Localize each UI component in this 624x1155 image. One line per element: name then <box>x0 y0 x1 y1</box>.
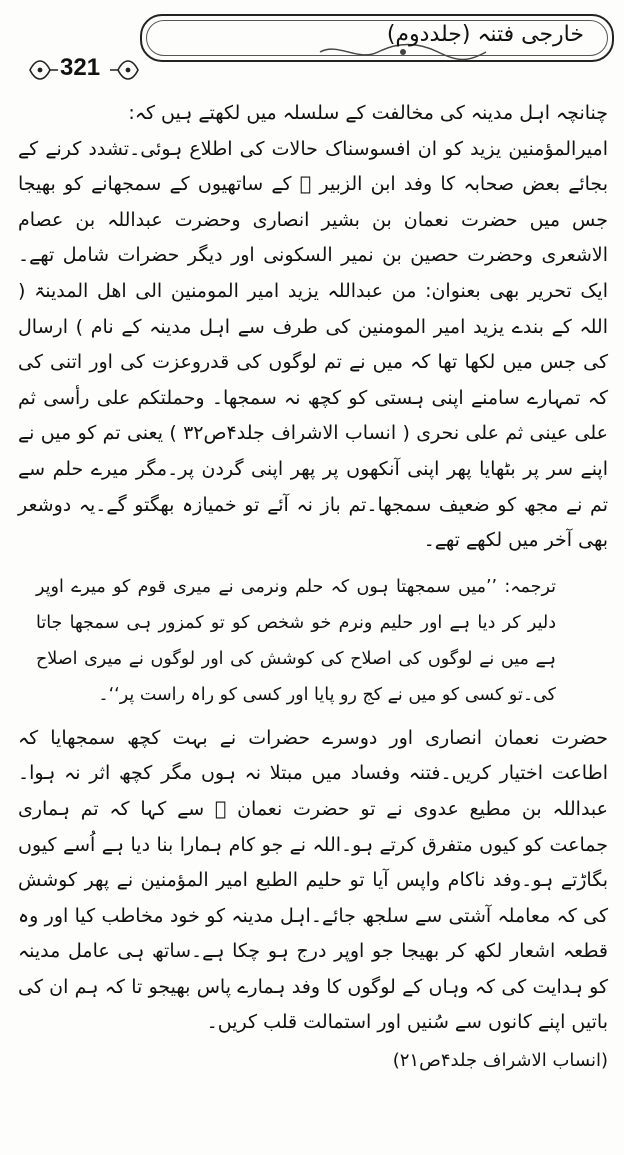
page-header <box>0 0 624 95</box>
intro-line: چنانچہ اہل مدینہ کی مخالفت کے سلسلہ میں لکھتے ہیں کہ: <box>128 102 608 124</box>
paragraph-1 <box>18 132 608 559</box>
citation-2: (انساب الاشراف جلد۴ص۲۱) <box>392 1050 608 1072</box>
header-title-frame <box>140 14 614 62</box>
paragraph-1-part-b: ارسال کی جس میں لکھا تھا کہ میں نے تم لوگوں کی قدروعزت کی اور اتنی کی کہ تمہارے سامنے اپنی ہستی کو کچھ نہ سمجھا۔ <box>18 315 609 409</box>
paragraph-1-part-a: امیرالمؤمنین یزید کو ان افسوسناک حالات کی اطلاع ہوئی۔تشدد کرنے کے بجائے بعض صحابہ کا وفد ابن الزبیر ﷜ کے ساتھیوں کے سمجھانے کو بھیجا جس میں حضرت نعمان بن بشیر انصاری وحضرت عبداللہ بن عصام الاشعری وحضرت حصین بن نمیر السکونی اور دیگر حضرات شامل تھے۔ایک تحریر بھی بعنوان: <box>18 137 608 302</box>
arabic-quote: وحملتکم علی رأسی ثم علی عینی ثم علی نحری <box>18 386 608 445</box>
citation-1: ( انساب الاشراف جلد۴ص۳۲ ) <box>169 422 410 445</box>
paragraph-1-part-c: یعنی تم کو میں نے اپنے سر پر بٹھایا پھر اپنی آنکھوں پر پھر اپنی گردن پر۔مگر میرے حلم سے تم نے مجھ کو ضعیف سمجھا۔تم باز نہ آئے تو خمیازہ بھگتو گے۔یہ دوشعر بھی آخر میں لکھے تھے۔ <box>18 422 608 552</box>
page-number-ornament <box>24 50 144 90</box>
page-number: 321 <box>60 54 101 81</box>
arabic-letter-heading: من عبداللہ یزید امیر المومنین الی اھل المدینۃ <box>34 279 417 302</box>
poem-translation-quote: ترجمہ: ’’میں سمجھتا ہوں کہ حلم ونرمی نے میری قوم کو میرے اوپر دلیر کر دیا ہے اور حلیم ونرم خو شخص کو تو کمزور ہی سمجھا جاتا ہے میں نے لوگوں کی اصلاح کی کوشش کی اور لوگوں نے میری اصلاح کی۔تو کسی کو میں نے کج رو پایا اور کسی کو راہ راست پر‘‘۔ <box>36 576 556 705</box>
book-title: خارجی فتنہ (جلددوم) <box>386 22 584 47</box>
letter-heading-translation: ( اللہ کے بندے یزید امیر المومنین کی طرف سے اہل مدینہ کے نام ) <box>18 279 608 338</box>
paragraph-2: حضرت نعمان انصاری اور دوسرے حضرات نے بہت کچھ سمجھایا کہ اطاعت اختیار کریں۔فتنہ وفساد میں مبتلا نہ ہوں مگر کچھ اثر نہ ہوا۔عبداللہ بن مطیع عدوی نے تو حضرت نعمان ﷜ سے کہا کہ تم ہماری جماعت کو کیوں متفرق کرتے ہو۔اللہ نے جو کام ہمارا بنا دیا ہے اُسے کیوں بگاڑتے ہو۔وفد ناکام واپس آیا تو حلیم الطبع امیر المؤمنین نے پھر کوشش کی کہ معاملہ آشتی سے سلجھ جائے۔اہل مدینہ کو خود مخاطب کیا اور وہ قطعہ اشعار لکھ کر بھیجا جو اوپر درج ہو چکا ہے۔ساتھ ہی عامل مدینہ کو ہدایت کی کہ وہاں کے لوگوں کا وفد ہمارے پاس بھیجو تا کہ ہم ان کی باتیں اپنے کانوں سے سُنیں اور استمالت قلب کریں۔ <box>18 726 608 1034</box>
page-body <box>18 96 608 1079</box>
